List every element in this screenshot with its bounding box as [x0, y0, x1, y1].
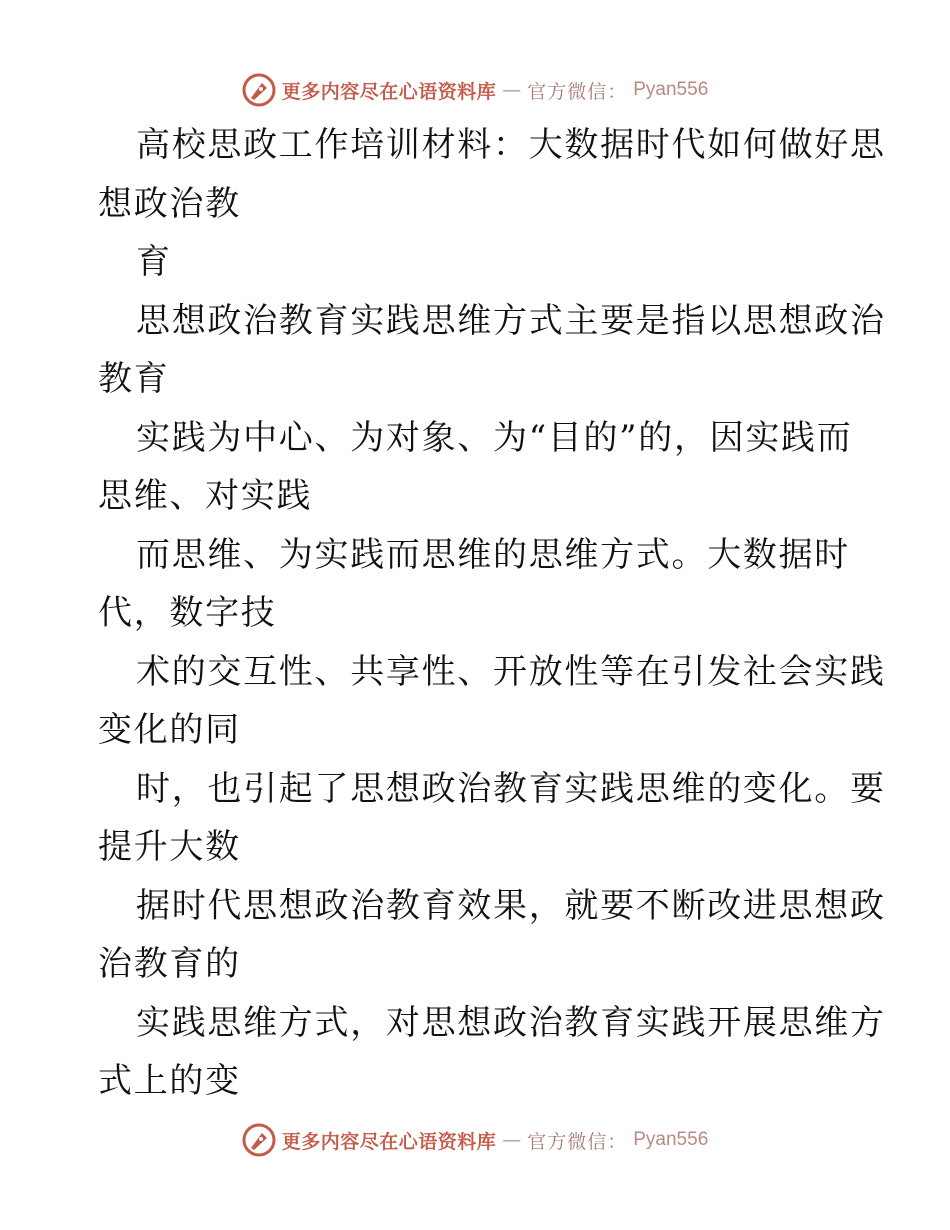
- doc-line: 思想政治教育实践思维方式主要是指以思想政治: [136, 300, 886, 341]
- doc-line: 思维、对实践: [98, 476, 313, 516]
- document-body: [98, 116, 886, 1111]
- banner-separator: —: [502, 1129, 522, 1151]
- official-wechat-label: 官方微信：: [527, 80, 628, 103]
- doc-line: 代，数字技: [98, 593, 277, 633]
- brand-text: 更多内容尽在心语资料库: [281, 80, 497, 103]
- doc-line: 据时代思想政治教育效果，就要不断改进思想政: [136, 885, 886, 926]
- doc-line: 实践思维方式，对思想政治教育实践开展思维方: [136, 1002, 886, 1043]
- doc-line: 变化的同: [98, 710, 241, 750]
- doc-line: 提升大数: [98, 827, 241, 867]
- pen-nib-logo-icon: [242, 1123, 276, 1157]
- doc-line: 术的交互性、共享性、开放性等在引发社会实践: [136, 651, 886, 692]
- doc-line: 高校思政工作培训材料：大数据时代如何做好思: [136, 125, 886, 165]
- header-watermark-banner: [0, 70, 950, 110]
- official-wechat-label: 官方微信：: [527, 1130, 628, 1153]
- doc-line: 实践为中心、为对象、为“目的”的，因实践而: [136, 417, 853, 458]
- doc-line: 育: [136, 242, 172, 282]
- doc-line: 而思维、为实践而思维的思维方式。大数据时: [136, 534, 850, 575]
- wechat-id: Pyan556: [633, 1129, 709, 1150]
- doc-line: 时，也引起了思想政治教育实践思维的变化。要: [136, 768, 886, 809]
- doc-line: 式上的变: [98, 1061, 241, 1101]
- brand-text: 更多内容尽在心语资料库: [281, 1130, 497, 1153]
- doc-line: 治教育的: [98, 944, 241, 984]
- pen-nib-logo-icon: [242, 73, 276, 107]
- doc-line: 教育: [98, 359, 170, 399]
- footer-watermark-banner: [0, 1120, 950, 1160]
- wechat-id: Pyan556: [633, 79, 709, 100]
- doc-line: 想政治教: [98, 183, 241, 224]
- banner-separator: —: [502, 79, 522, 101]
